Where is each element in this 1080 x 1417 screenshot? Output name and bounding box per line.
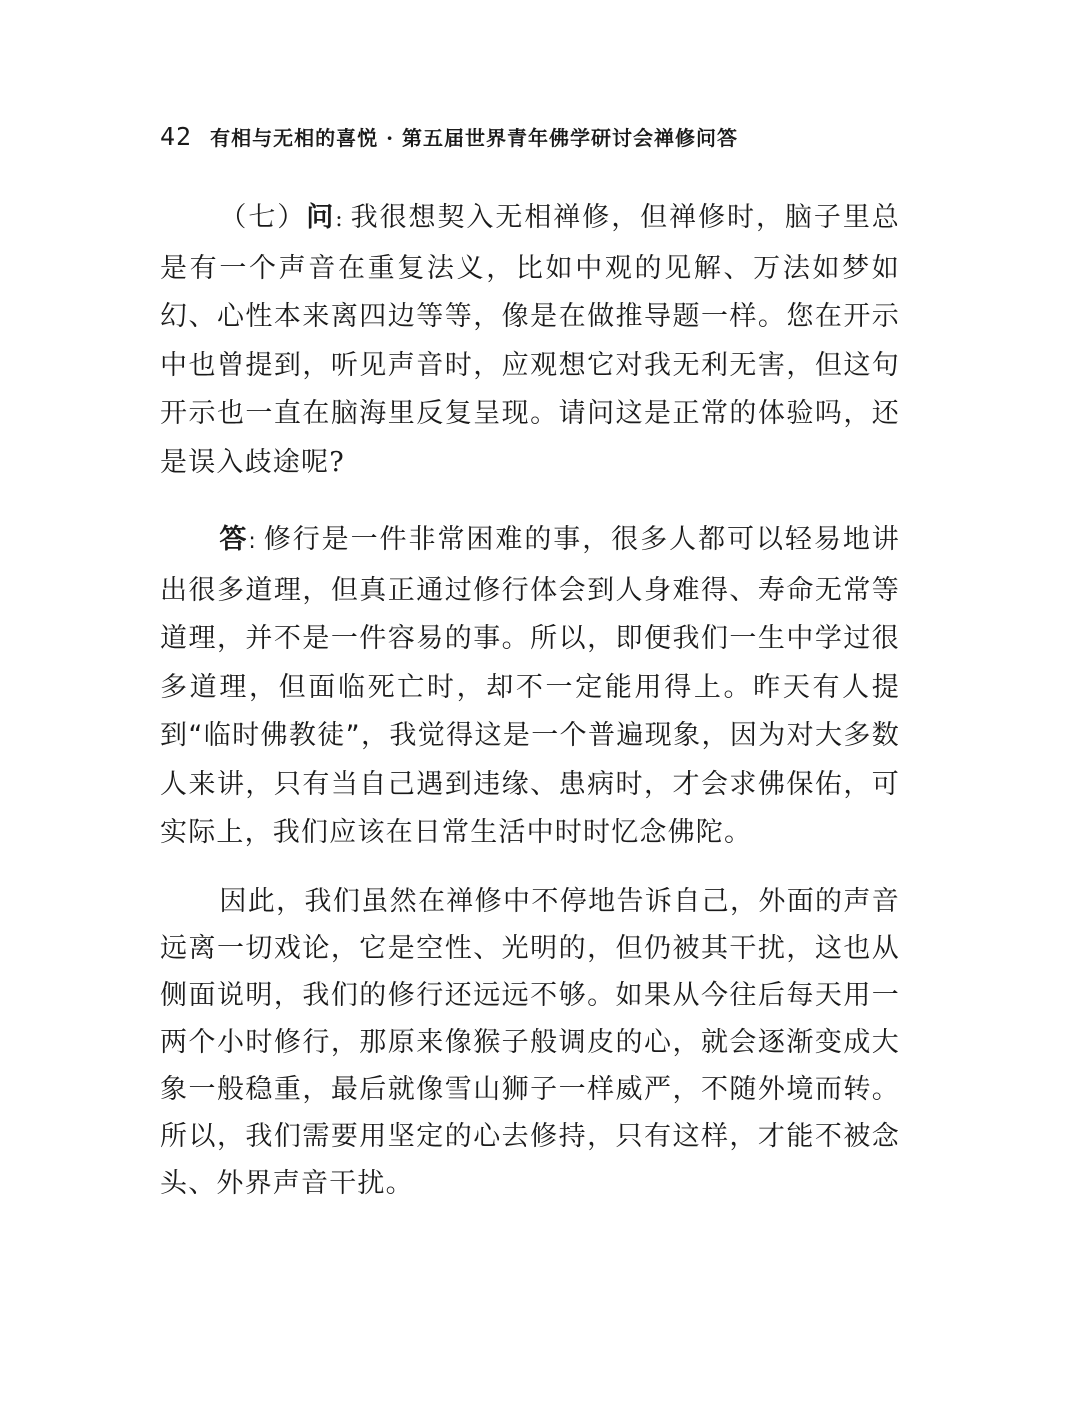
book-title: 有相与无相的喜悦 · 第五届世界青年佛学研讨会禅修问答 xyxy=(210,126,738,150)
answer-paragraph xyxy=(160,516,900,858)
answer-separator: : xyxy=(248,529,257,554)
question-separator: : xyxy=(335,207,344,232)
question-paragraph xyxy=(160,194,900,487)
answer-marker: 答 xyxy=(219,524,249,555)
question-text: 我很想契入无相禅修，但禅修时，脑子里总是有一个声音在重复法义，比如中观的见解、万法如梦如幻、心性本来离四边等等，像是在做推导题一样。您在开示中也曾提到，听见声音时，应观想它对我无利无害，但这句开示也一直在脑海里反复呈现。请问这是正常的体验吗，还是误入歧途呢? xyxy=(160,202,900,478)
question-marker: 问 xyxy=(306,202,336,233)
answer-text: 修行是一件非常困难的事，很多人都可以轻易地讲出很多道理，但真正通过修行体会到人身难得、寿命无常等道理，并不是一件容易的事。所以，即便我们一生中学过很多道理，但面临死亡时，却不一定能用得上。昨天有人提到“临时佛教徒”，我觉得这是一个普遍现象，因为对大多数人来讲，只有当自己遇到违缘、患病时，才会求佛保佑，可实际上，我们应该在日常生活中时时忆念佛陀。 xyxy=(160,524,901,848)
question-number: （七） xyxy=(219,202,307,233)
page-number: 42 xyxy=(160,122,193,151)
running-header xyxy=(160,122,920,162)
body-paragraph: 因此，我们虽然在禅修中不停地告诉自己，外面的声音远离一切戏论，它是空性、光明的，但仍被其干扰，这也从侧面说明，我们的修行还远远不够。如果从今往后每天用一两个小时修行，那原来像猴子般调皮的心，就会逐渐变成大象一般稳重，最后就像雪山狮子一样威严，不随外境而转。所以，我们需要用坚定的心去修持，只有这样，才能不被念头、外界声音干扰。 xyxy=(160,886,900,1199)
